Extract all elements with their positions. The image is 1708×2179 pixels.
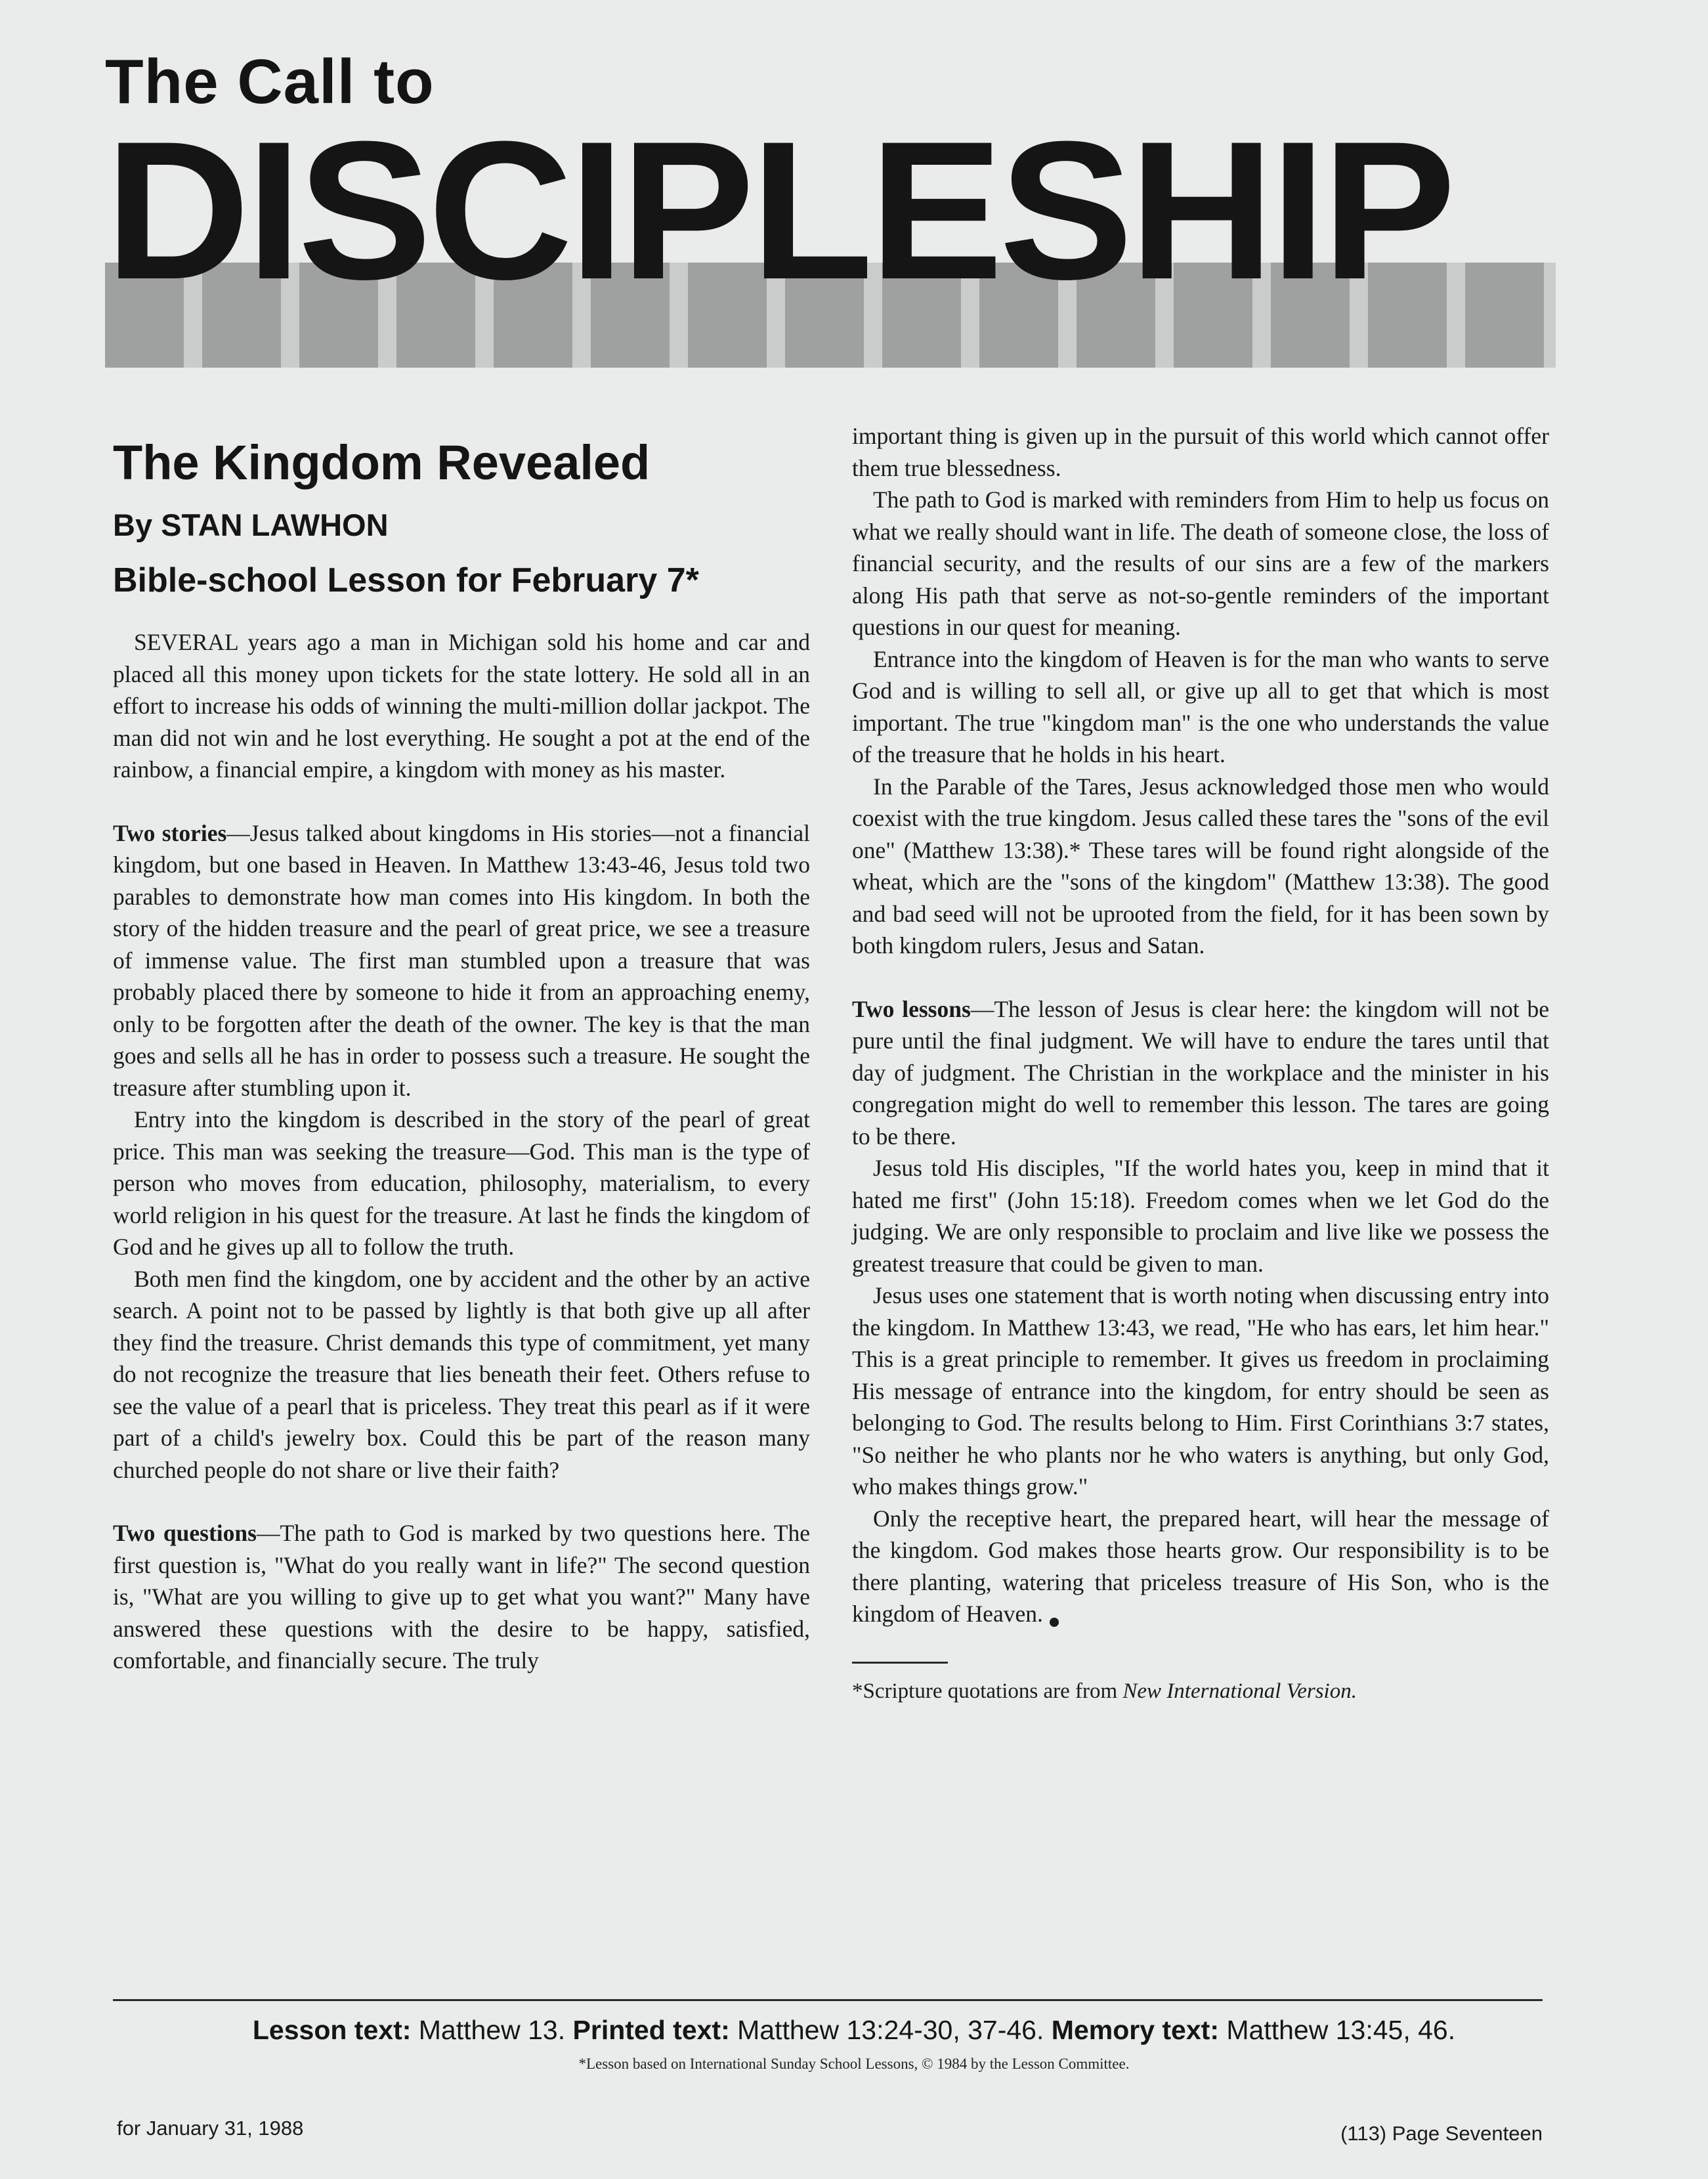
section-lead: Two lessons xyxy=(852,995,971,1022)
section-lead: Two questions xyxy=(113,1520,257,1546)
paragraph-text: Entry into the kingdom is described in the story of the pearl of great price. This man was seeking the treasure—God. This man is the type of person who moves from education, philosophy, materialism, to every world religion in his quest for the treasure. At last he finds the kingdom of God and he gives up all to follow the truth. xyxy=(113,1106,810,1260)
footnote-version: New International Version. xyxy=(1122,1679,1357,1703)
lesson-text-label: Lesson text: xyxy=(252,2015,412,2045)
paragraph xyxy=(852,1503,1549,1630)
paragraph-text: —Jesus talked about kingdoms in His stories—not a financial kingdom, but one based in Heaven. In Matthew 13:43-46, Jesus told two parables to demonstrate how man comes into His kingdom. In both the story of the hidden treasure and the pearl of great price, we see a treasure of immense value. The first man stumbled upon a treasure that was probably placed there by someone to hide it from an approaching enemy, only to be forgotten after the death of the owner. The key is that the man goes and sells all he has in order to possess such a treasure. He sought the treasure after stumbling upon it. xyxy=(113,819,811,1101)
paragraph-text: —The lesson of Jesus is clear here: the kingdom will not be pure until the final judgment. We will have to endure the tares until that day of judgment. The Christian in the workplace and the minister in his congregation might do well to remember this lesson. The tares are going to be there. xyxy=(852,995,1549,1150)
paragraph-text: The path to God is marked with reminders from Him to help us focus on what we really should want in life. The death of someone close, the loss of financial security, and the results of our sins are a few of the markers along His path that serve as not-so-gentle reminders of the important questions in our quest for meaning. xyxy=(852,486,1549,640)
masthead-title: DISCIPLESHIP xyxy=(105,100,1452,320)
lesson-texts-line xyxy=(0,2010,1708,2050)
paragraph xyxy=(852,484,1549,643)
lesson-subtitle: Bible-school Lesson for February 7* xyxy=(113,561,699,599)
paragraph xyxy=(113,1517,810,1677)
byline: By STAN LAWHON xyxy=(113,507,389,542)
paragraph xyxy=(852,643,1549,771)
paragraph xyxy=(852,420,1549,484)
paragraph xyxy=(113,626,810,786)
paragraph-text: Jesus uses one statement that is worth noting when discussing entry into the kingdom. In Matthew 13:43, we read, "He who has ears, let him hear." This is a great principle to remember. It gives us freedom in proclaiming His message of entrance into the kingdom, for entry should be seen as belonging to God. The results belong to Him. First Corinthians 3:7 states, "So neither he who plants nor he who waters is anything, but only God, who makes things grow." xyxy=(852,1282,1549,1499)
footnote-rule xyxy=(852,1662,948,1664)
paragraph xyxy=(852,771,1549,962)
paragraph xyxy=(852,993,1549,1153)
issue-date: for January 31, 1988 xyxy=(117,2117,304,2140)
paragraph-text: —The path to God is marked by two questions here. The first question is, "What do you really want in life?" The second question is, "What are you willing to give up to get what you want?" Many have answered these questions with the desire to be happy, satisfied, comfortable, and financially secure. The truly xyxy=(113,1520,811,1673)
paragraph-text: Both men find the kingdom, one by accident and the other by an active search. A point not to be passed by lightly is that both give up all after they find the treasure. Christ demands this type of commitment, yet many do not recognize the treasure that lies beneath their feet. Others refuse to see the value of a pearl that is priceless. They treat this pearl as if it were part of a child's jewelry box. Could this be part of the reason many churched people do not share or live their faith? xyxy=(113,1265,810,1483)
series-kicker: The Call to xyxy=(105,47,435,117)
scripture-footnote xyxy=(852,1677,1549,1706)
article-title: The Kingdom Revealed xyxy=(113,435,651,490)
paragraph xyxy=(852,1152,1549,1280)
paragraph xyxy=(113,1263,810,1486)
left-column xyxy=(113,420,810,1677)
paragraph xyxy=(113,817,810,1104)
lesson-credit: *Lesson based on International Sunday School Lessons, © 1984 by the Lesson Committee. xyxy=(578,2056,1130,2072)
paragraph-text: Entrance into the kingdom of Heaven is for the man who wants to serve God and is willing to sell all, or give up all to get that which is most important. The true "kingdom man" is the one who understands the value of the treasure that he holds in his heart. xyxy=(852,645,1549,767)
page-number: (113) Page Seventeen xyxy=(1340,2122,1543,2145)
paragraph-text: SEVERAL years ago a man in Michigan sold his home and car and placed all this money upon tickets for the state lottery. He sold all in an effort to increase his odds of winning the multi-million dollar jackpot. The man did not win and he lost everything. He sought a pot at the end of the rainbow, a financial empire, a kingdom with money as his master. xyxy=(113,629,810,783)
printed-text-label: Printed text: xyxy=(572,2015,730,2045)
paragraph-text: Jesus told His disciples, "If the world hates you, keep in mind that it hated me first" (John 15:18). Freedom comes when we let God do the judging. We are only responsible to proclaim and live like we possess the greatest treasure that could be given to man. xyxy=(852,1155,1549,1277)
printed-text-value: Matthew 13:24-30, 37-46. xyxy=(737,2015,1044,2045)
paragraph xyxy=(852,1280,1549,1503)
section-lead: Two stories xyxy=(113,819,227,846)
footnote-text: *Scripture quotations are from xyxy=(852,1679,1123,1703)
paragraph-text: In the Parable of the Tares, Jesus acknowledged those men who would coexist with the true kingdom. Jesus called these tares the "sons of the evil one" (Matthew 13:38).* These tares will be found right alongside of the wheat, which are the "sons of the kingdom" (Matthew 13:38). The good and bad seed will not be uprooted from the field, for it has been sown by both kingdom rulers, Jesus and Satan. xyxy=(852,773,1549,959)
memory-text-value: Matthew 13:45, 46. xyxy=(1226,2015,1456,2045)
memory-text-label: Memory text: xyxy=(1051,2015,1219,2045)
lesson-text-value: Matthew 13. xyxy=(418,2015,566,2045)
paragraph xyxy=(113,1104,810,1263)
masthead xyxy=(105,100,1556,374)
paragraph-text: Only the receptive heart, the prepared heart, will hear the message of the kingdom. God makes those hearts grow. Our responsibility is to be there planting, watering that priceless treasure of His Son, who is the kingdom of Heaven. xyxy=(852,1505,1549,1627)
bottom-rule xyxy=(113,1999,1543,2001)
paragraph-text: important thing is given up in the pursuit of this world which cannot offer them true blessedness. xyxy=(852,423,1549,481)
end-mark-icon xyxy=(1050,1618,1059,1627)
right-column xyxy=(852,420,1549,1706)
